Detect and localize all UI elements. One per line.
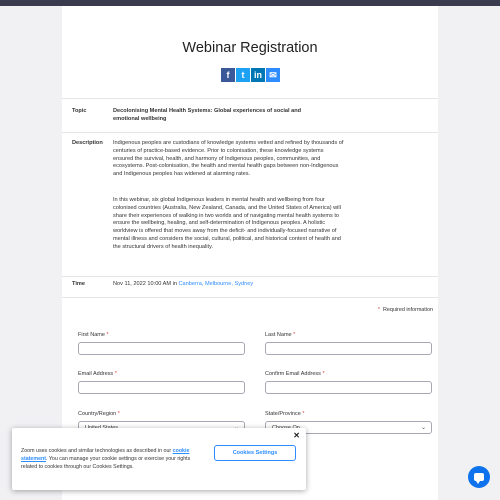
required-info-text: Required information <box>382 307 433 313</box>
cookies-settings-button[interactable]: Cookies Settings <box>214 445 296 461</box>
required-star: * <box>377 307 380 313</box>
divider <box>62 132 438 133</box>
registration-card <box>62 6 438 500</box>
confirm-email-label <box>265 371 325 377</box>
required-star: * <box>302 411 305 417</box>
state-label-text: State/Province <box>265 411 301 417</box>
share-bar <box>221 68 280 82</box>
timezone-link[interactable]: Canberra, Melbourne, Sydney <box>178 281 254 287</box>
last-name-label-text: Last Name <box>265 332 292 338</box>
cookie-statement-link[interactable]: cookie statement <box>21 448 190 463</box>
cookie-text-before: Zoom uses cookies and similar technologies as described in our <box>21 448 173 454</box>
last-name-label <box>265 332 295 338</box>
chevron-down-icon: ⌄ <box>420 425 426 431</box>
required-star: * <box>117 411 120 417</box>
email-field[interactable] <box>78 381 245 394</box>
divider <box>62 297 438 298</box>
email-share-icon[interactable]: ✉ <box>266 68 280 82</box>
description-paragraph-2: In this webinar, six global Indigenous leaders in mental health and wellbeing from four colonised countries (Australia, New Zealand, Canada, and the United States of America) will share their experiences of walking in two worlds and of navigating mental health systems to ensure the wellbeing, healing, and self-determination of Indigenous peoples. A holistic worldview is offered that moves away from the deficit- and individually-focused narrative of mental illness and considers the social, cultural, political, and historical context of health and the structural drivers of health inequality. <box>113 197 341 250</box>
required-star: * <box>114 371 117 377</box>
country-label-text: Country/Region <box>78 411 117 417</box>
cookie-banner <box>12 428 306 490</box>
description-paragraph-1: Indigenous peoples are custodians of knowledge systems vetted and refined by thousands of centuries of practice-based evidence. Prior to colonisation, these knowledge systems ensured the survival, health, and harmony of Indigenous peoples, communities, and ecosystems. Post-colonisation, the health and mental health gaps between non-Indigenous and Indigenous peoples has widened at alarming rates. <box>113 140 344 178</box>
required-info <box>378 307 433 313</box>
email-label-text: Email Address <box>78 371 114 377</box>
topic-value: Decolonising Mental Health Systems: Global experiences of social and emotional wellbeing <box>113 108 302 122</box>
required-star: * <box>322 371 325 377</box>
time-label: Time <box>72 281 85 287</box>
twitter-icon[interactable]: t <box>236 68 250 82</box>
description-label: Description <box>72 140 103 146</box>
cookie-text-after: . You can manage your cookie settings or exercise your rights related to cookies through our Cookies Settings. <box>21 456 191 471</box>
required-star: * <box>293 332 296 338</box>
cookie-text <box>21 447 199 472</box>
chat-button[interactable] <box>468 466 490 488</box>
first-name-field[interactable] <box>78 342 245 355</box>
facebook-icon[interactable]: f <box>221 68 235 82</box>
time-text: Nov 11, 2022 10:00 AM in <box>113 281 179 287</box>
chat-icon <box>474 473 484 481</box>
time-value <box>113 281 345 289</box>
page-title: Webinar Registration <box>182 40 318 56</box>
state-label <box>265 411 304 417</box>
required-star: * <box>106 332 109 338</box>
last-name-field[interactable] <box>265 342 432 355</box>
close-icon[interactable]: ✕ <box>293 431 300 440</box>
linkedin-icon[interactable]: in <box>251 68 265 82</box>
first-name-label <box>78 332 109 338</box>
confirm-email-label-text: Confirm Email Address <box>265 371 321 377</box>
country-label <box>78 411 120 417</box>
confirm-email-field[interactable] <box>265 381 432 394</box>
first-name-label-text: First Name <box>78 332 105 338</box>
email-label <box>78 371 117 377</box>
divider <box>62 98 438 99</box>
topic-label: Topic <box>72 108 87 114</box>
divider <box>62 276 438 277</box>
